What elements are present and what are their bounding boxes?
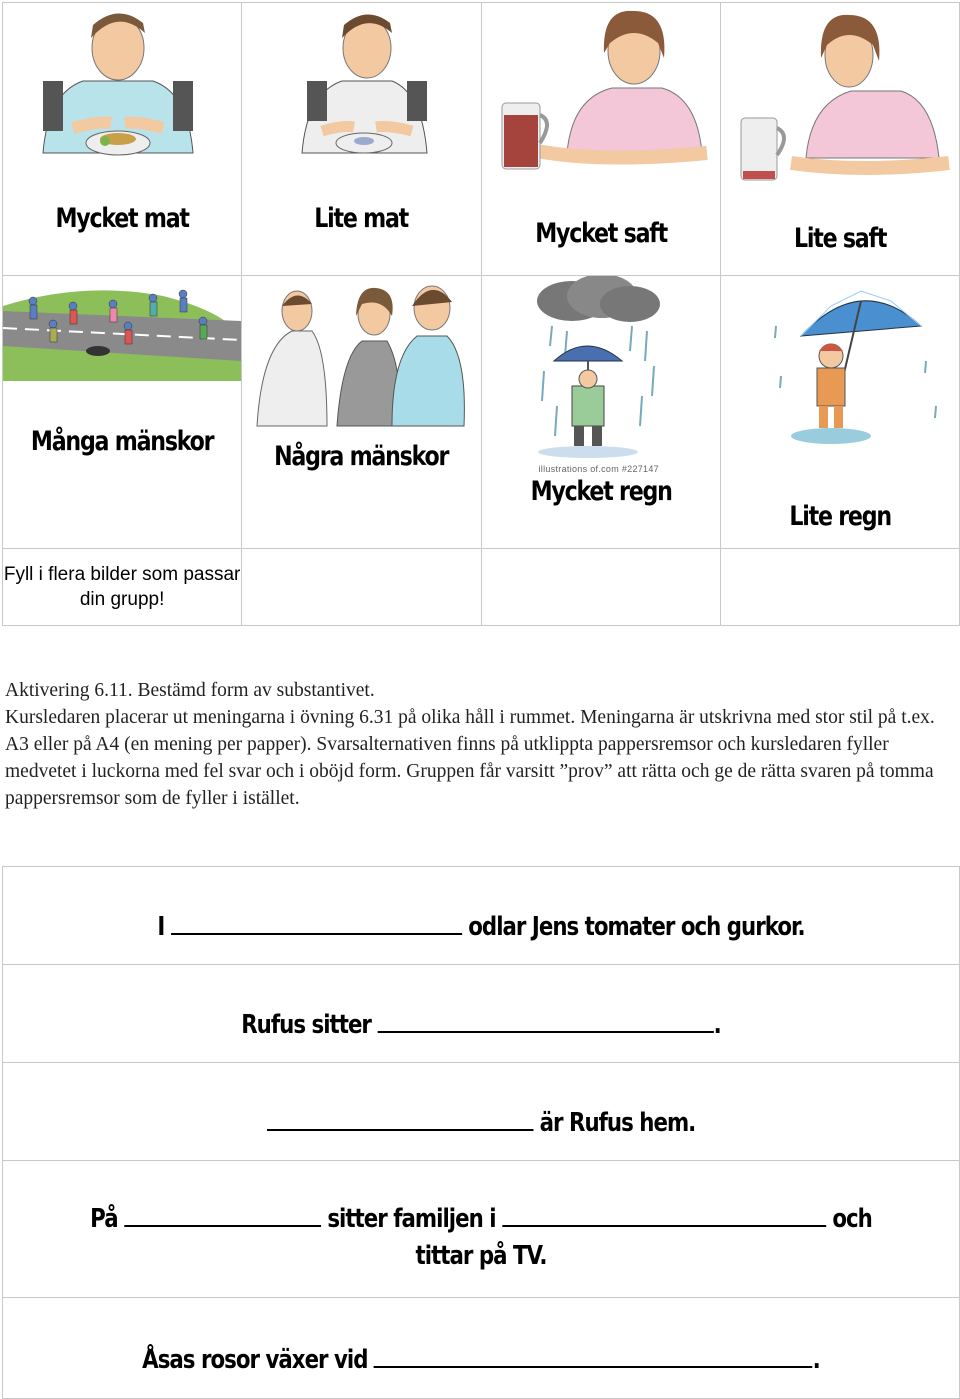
man-eating-small-meal-illustration [242,3,480,275]
card-manga-manskor [3,276,242,549]
card-lite-saft [720,3,959,276]
sentence-row-2 [3,965,960,1063]
three-people-talking-illustration [242,276,480,548]
sentence-row-5 [3,1298,960,1399]
empty-card-1 [242,549,481,626]
label-lite-mat: Lite mat [314,203,409,234]
label-mycket-regn: Mycket regn [530,476,672,507]
sentence-4 [89,1203,873,1234]
picture-card-grid [2,2,960,626]
empty-card-2 [481,549,720,626]
activity-description: Kursledaren placerar ut meningarna i övning 6.31 på olika håll i rummet. Meningarna är utskrivna med stor stil på t.ex. A3 eller på A4 (en mening per papper). Svarsalternativen finns på utklippta pappersremsor och kursledaren fyller medvetet i luckorna med fel svar och i oböjd form. Gruppen får varsitt ”prov” att rätta och ge de rätta svaren på tomma pappersremsor som de fyller i istället. [5,707,935,809]
activity-title: Aktivering 6.11. Bestämd form av substantivet. [5,680,375,701]
sentence-5 [89,1344,873,1375]
sentence-1-part-b: odlar Jens tomater och gurkor. [468,912,805,942]
sentence-3 [89,1107,873,1138]
sentence-4-part-c: och [832,1204,872,1234]
instructions-block [5,677,955,812]
label-mycket-saft: Mycket saft [534,218,667,249]
sentence-2-part-a: Rufus sitter [241,1010,371,1040]
card-lite-regn [720,276,959,549]
hint-text: Fyll i flera bilder som passar din grupp! [3,564,241,610]
sentence-4-part-b: sitter familjen i [327,1204,496,1234]
empty-card-3 [720,549,959,626]
man-in-heavy-rain-illustration [482,276,720,548]
label-mycket-mat: Mycket mat [55,203,189,234]
sentence-row-3 [3,1063,960,1161]
card-mycket-mat [3,3,242,276]
sentence-3-blank [267,1107,534,1131]
sentence-1 [89,911,873,942]
label-manga-manskor: Många mänskor [30,426,214,457]
sentence-4-part-a: På [90,1204,118,1234]
sentence-5-blank [374,1344,813,1368]
card-mycket-regn [481,276,720,549]
sentence-3-part-b: är Rufus hem. [539,1108,696,1138]
label-lite-saft: Lite saft [793,223,887,254]
sentence-4-blank-2 [502,1203,826,1227]
sentence-2-blank [377,1009,713,1033]
card-nagra-manskor [242,276,481,549]
crowd-running-illustration [3,276,241,548]
sentence-5-part-b: . [812,1345,820,1375]
hint-cell [3,549,242,626]
sentence-1-blank [171,911,462,935]
label-nagra-manskor: Några mänskor [274,441,449,472]
sentence-1-part-a: I [157,912,165,942]
sentence-5-part-a: Åsas rosor växer vid [142,1345,368,1375]
watermark-text: illustrations of.com #227147 [538,464,659,474]
sentence-2 [89,1009,873,1040]
label-lite-regn: Lite regn [789,501,891,532]
card-mycket-saft [481,3,720,276]
sentence-4-line-2 [89,1241,873,1271]
sentence-4-blank-1 [124,1203,321,1227]
sentence-2-part-b: . [713,1010,721,1040]
sentence-table [2,866,960,1399]
man-eating-large-meal-illustration [3,3,241,275]
card-lite-mat [242,3,481,276]
sentence-row-1 [3,867,960,965]
sentence-4-part-d: tittar på TV. [415,1241,547,1271]
sentence-row-4 [3,1161,960,1298]
